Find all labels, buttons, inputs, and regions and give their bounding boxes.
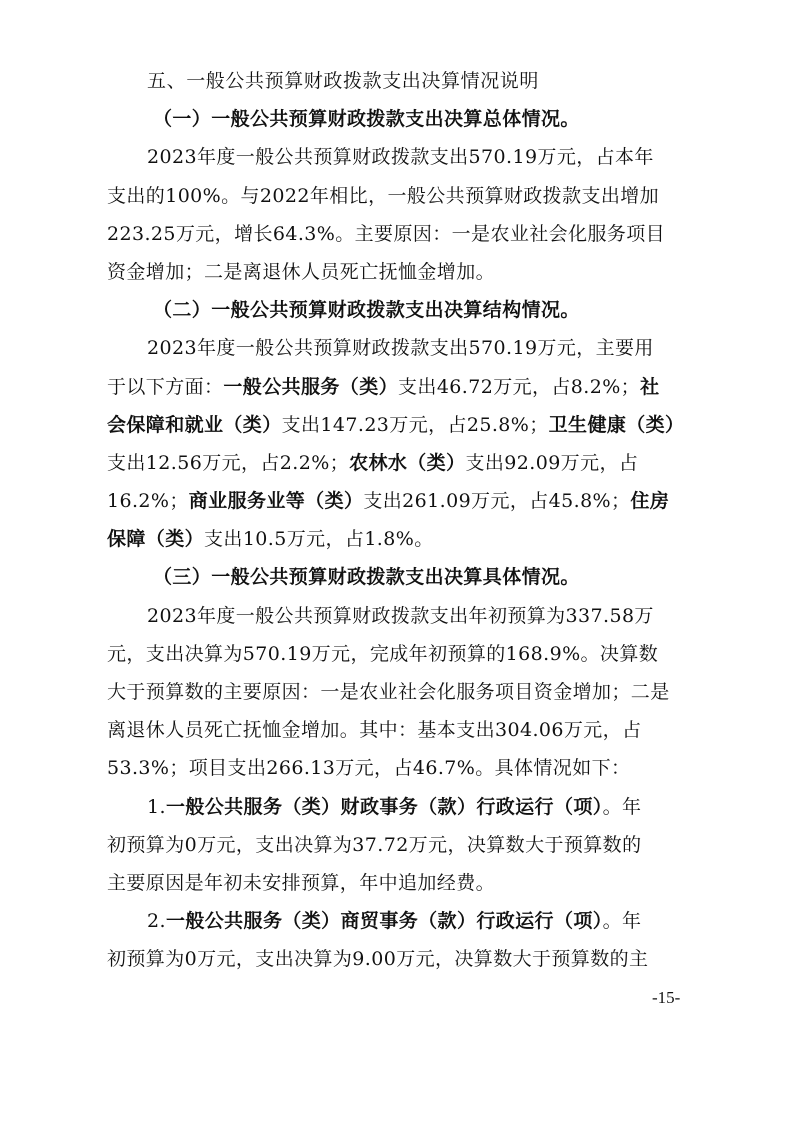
category-label: 住房 — [630, 490, 670, 513]
paragraph-line — [107, 410, 699, 440]
item-2-heading — [107, 906, 699, 936]
text-span: 支出46.72万元，占8.2%； — [398, 375, 641, 398]
item-title: 一般公共服务（类）商贸事务（款）行政运行（项） — [165, 910, 603, 933]
paragraph-line: 2023年度一般公共预算财政拨款支出570.19万元，主要用 — [147, 337, 654, 360]
subsection-1-heading: （一）一般公共预算财政拨款支出决算总体情况。 — [153, 108, 580, 131]
paragraph-line: 资金增加；二是离退休人员死亡抚恤金增加。 — [107, 260, 496, 283]
paragraph-line — [107, 486, 699, 516]
category-label: 商业服务业等（类） — [188, 490, 364, 513]
text-span: 于以下方面： — [107, 375, 224, 398]
paragraph-line — [107, 372, 699, 402]
paragraph-line — [107, 448, 699, 478]
item-number: 2. — [147, 910, 166, 933]
paragraph-line: 大于预算数的主要原因：一是农业社会化服务项目资金增加；二是 — [107, 681, 670, 703]
subsection-3-heading: （三）一般公共预算财政拨款支出决算具体情况。 — [153, 566, 580, 589]
paragraph-line: 2023年度一般公共预算财政拨款支出570.19万元，占本年 — [147, 146, 654, 169]
section-title: 五、一般公共预算财政拨款支出决算情况说明 — [147, 70, 540, 92]
text-span: 16.2%； — [107, 490, 189, 513]
category-label: 一般公共服务（类） — [223, 375, 399, 398]
document-body — [107, 66, 699, 983]
item-1-heading — [107, 792, 699, 822]
category-label: 保障（类） — [107, 528, 205, 551]
text-span: 支出10.5万元，占1.8%。 — [204, 528, 434, 551]
paragraph-line: 初预算为0万元，支出决算为37.72万元，决算数大于预算数的 — [107, 833, 642, 856]
category-label: 社 — [640, 375, 660, 398]
text-span: 。年 — [602, 795, 642, 818]
paragraph-line: 53.3%；项目支出266.13万元，占46.7%。具体情况如下： — [107, 757, 631, 780]
category-label: 农林水（类） — [349, 451, 466, 474]
text-span: 。年 — [602, 910, 642, 933]
paragraph-line: 初预算为0万元，支出决算为9.00万元，决算数大于预算数的主 — [107, 948, 649, 971]
text-span: 支出147.23万元，占25.8%； — [281, 413, 549, 436]
page-number: -15- — [652, 988, 681, 1007]
text-span: 支出92.09万元，占 — [465, 451, 639, 474]
text-span: 支出261.09万元，占45.8%； — [363, 490, 631, 513]
category-label: 会保障和就业（类） — [107, 413, 282, 436]
text-span: 支出12.56万元，占2.2%； — [107, 451, 350, 474]
paragraph-line: 223.25万元，增长64.3%。主要原因：一是农业社会化服务项目 — [107, 222, 666, 245]
paragraph-line: 支出的100%。与2022年相比，一般公共预算财政拨款支出增加 — [107, 184, 660, 207]
item-number: 1. — [147, 795, 166, 818]
paragraph-line: 离退休人员死亡抚恤金增加。其中：基本支出304.06万元，占 — [107, 719, 642, 742]
item-title: 一般公共服务（类）财政事务（款）行政运行（项） — [165, 795, 603, 818]
category-label: 卫生健康（类） — [548, 413, 685, 436]
paragraph-line: 主要原因是年初未安排预算，年中追加经费。 — [107, 871, 496, 894]
paragraph-line: 2023年度一般公共预算财政拨款支出年初预算为337.58万 — [147, 604, 654, 627]
paragraph-line: 元，支出决算为570.19万元，完成年初预算的168.9%。决算数 — [107, 642, 659, 665]
subsection-2-heading: （二）一般公共预算财政拨款支出决算结构情况。 — [153, 299, 580, 322]
paragraph-line — [107, 524, 699, 554]
